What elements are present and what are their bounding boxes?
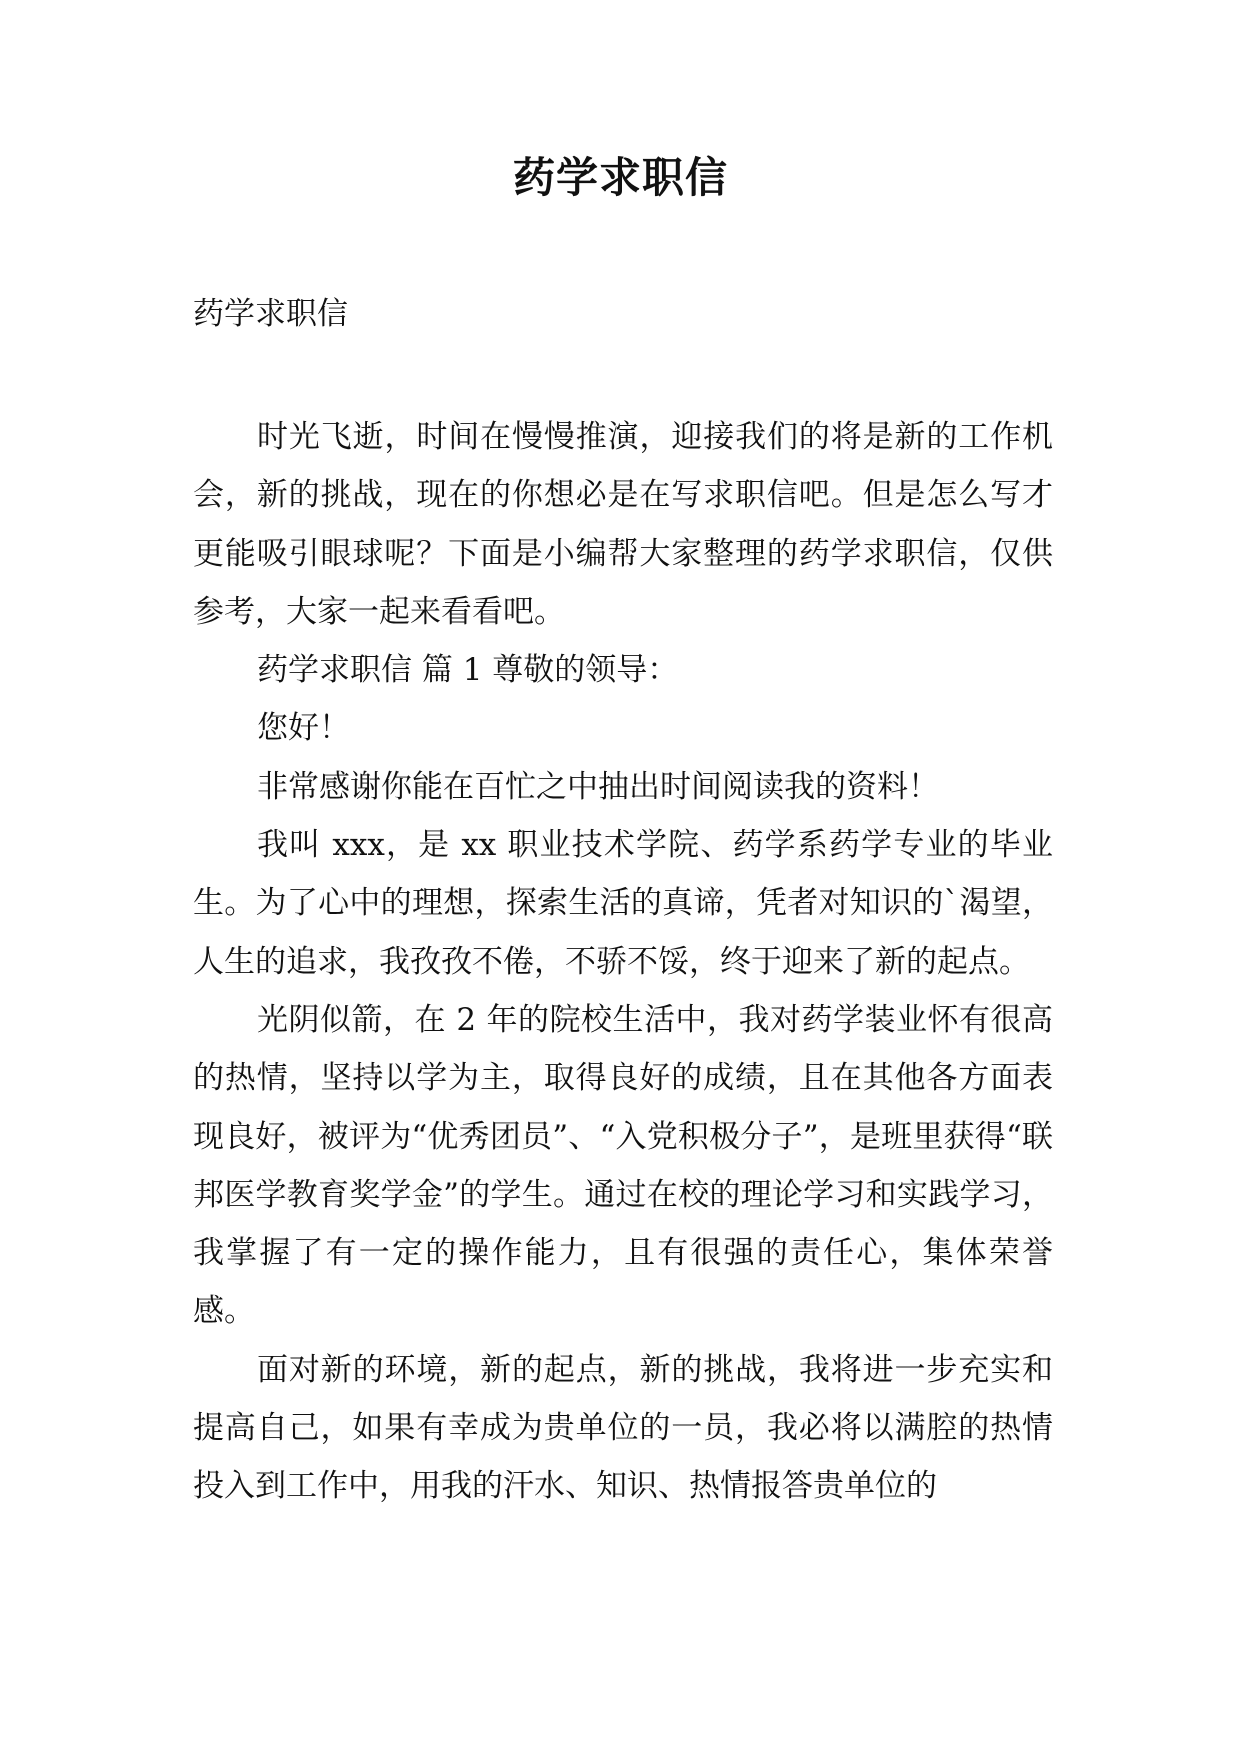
paragraph-intro: 时光飞逝，时间在慢慢推演，迎接我们的将是新的工作机会，新的挑战，现在的你想必是在写求职信吧。但是怎么写才更能吸引眼球呢？下面是小编帮大家整理的药学求职信，仅供参考，大家一起来看看吧。 — [193, 419, 1053, 630]
paragraph-future: 面对新的环境，新的起点，新的挑战，我将进一步充实和提高自己，如果有幸成为贵单位的一员，我必将以满腔的热情投入到工作中，用我的汗水、知识、热情报答贵单位的 — [193, 1351, 1053, 1505]
paragraph-school-life: 光阴似箭，在 2 年的院校生活中，我对药学装业怀有很高的热情，坚持以学为主，取得良好的成绩，且在其他各方面表现良好，被评为“优秀团员”、“入党积极分子”，是班里获得“联邦医学教育奖学金”的学生。通过在校的理论学习和实践学习，我掌握了有一定的操作能力，且有很强的责任心，集体荣誉感。 — [193, 1001, 1053, 1330]
document-body — [193, 408, 1053, 1516]
paragraph-introduction: 我叫 xxx，是 xx 职业技术学院、药学系药学专业的毕业生。为了心中的理想，探索生活的真谛，凭者对知识的`渴望，人生的追求，我孜孜不倦，不骄不馁，终于迎来了新的起点。 — [193, 827, 1053, 980]
document-title: 药学求职信 — [512, 153, 728, 202]
paragraph-thanks: 非常感谢你能在百忙之中抽出时间阅读我的资料！ — [257, 768, 939, 805]
paragraph-salutation: 药学求职信 篇 1 尊敬的领导： — [257, 652, 679, 689]
paragraph-greeting: 您好！ — [257, 710, 350, 747]
document-subtitle: 药学求职信 — [193, 296, 348, 332]
